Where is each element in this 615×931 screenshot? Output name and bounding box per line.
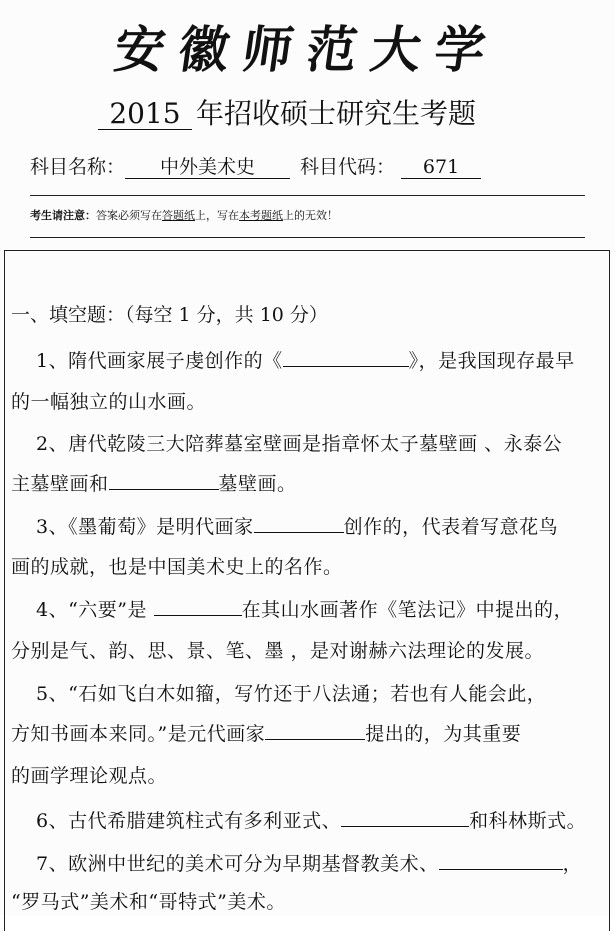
exam-title-text: 年招收硕士研究生考题 [196, 97, 477, 130]
answer-blank [341, 808, 469, 827]
notice-label: 考生请注意： [30, 209, 96, 222]
question-text: ， [562, 853, 583, 875]
question-5-line-1: 5、“石如飞白木如籀，写竹还于八法通；若也有人能会此， [36, 683, 547, 705]
question-text: 在其山水画著作《笔法记》中提出的， [241, 599, 574, 621]
question-text: 》，是我国现存最早 [408, 350, 575, 372]
question-3-line-1 [36, 512, 558, 539]
question-4-line-2: 分别是气、韵、思、景、笔、墨 ，是对谢赫六法理论的发展。 [11, 640, 545, 662]
subject-code-label: 科目代码： [300, 156, 396, 178]
question-text: 3、《墨葡萄》是明代画家 [36, 516, 254, 538]
answer-blank [154, 597, 242, 616]
divider-bottom [30, 237, 585, 238]
question-text: 4、“六要”是 [36, 599, 154, 621]
section-title: 一、填空题：（每空 1 分，共 10 分） [11, 304, 328, 326]
question-4-line-1 [36, 595, 573, 622]
exam-notice [30, 207, 338, 223]
question-6-line-1 [36, 806, 586, 833]
question-7-line-2: “罗马式”美术和“哥特式”美术。 [11, 891, 286, 913]
question-5-line-2 [11, 719, 521, 746]
question-text: 墓壁画。 [218, 473, 297, 495]
question-text: 6、古代希腊建筑柱式有多利亚式、 [36, 810, 342, 832]
subject-info [30, 152, 481, 179]
question-text: 方知书画本来同。”是元代画家 [11, 723, 266, 745]
answer-blank [283, 348, 409, 367]
question-text: 和科林斯式。 [469, 810, 587, 832]
exam-title [98, 92, 476, 132]
notice-question-paper: 本考题纸 [239, 209, 283, 222]
answer-blank [254, 514, 344, 533]
notice-text: 上，写在 [195, 209, 239, 222]
notice-text: 答案必须写在 [96, 209, 162, 222]
question-5-line-3: 的画学理论观点。 [11, 765, 168, 787]
question-1-line-1 [36, 346, 575, 373]
answer-blank [439, 851, 563, 870]
question-text: 创作的，代表着写意花鸟 [343, 516, 559, 538]
divider-top [30, 195, 585, 196]
question-7-line-1 [36, 849, 582, 876]
question-2-line-1: 2、唐代乾陵三大陪葬墓室壁画是指章怀太子墓壁画 、永泰公 [36, 433, 563, 455]
question-text: 1、隋代画家展子虔创作的《 [36, 350, 283, 372]
question-2-line-2 [11, 469, 297, 496]
subject-name-value: 中外美术史 [125, 156, 290, 179]
answer-blank [265, 721, 365, 740]
question-text: 主墓壁画和 [11, 473, 109, 495]
question-1-line-2: 的一幅独立的山水画。 [11, 391, 207, 413]
subject-name-label: 科目名称： [30, 156, 126, 178]
answer-blank [109, 471, 219, 490]
notice-answer-sheet: 答题纸 [162, 209, 195, 222]
question-text: 7、欧洲中世纪的美术可分为早期基督教美术、 [36, 853, 439, 875]
exam-year: 2015 [98, 99, 192, 130]
question-text: 提出的，为其重要 [365, 723, 522, 745]
subject-code-value: 671 [401, 156, 481, 179]
notice-text: 上的无效！ [283, 209, 338, 222]
question-3-line-2: 画的成就，也是中国美术史上的名作。 [11, 556, 343, 578]
university-name: 安徽师范大学 [110, 20, 504, 79]
